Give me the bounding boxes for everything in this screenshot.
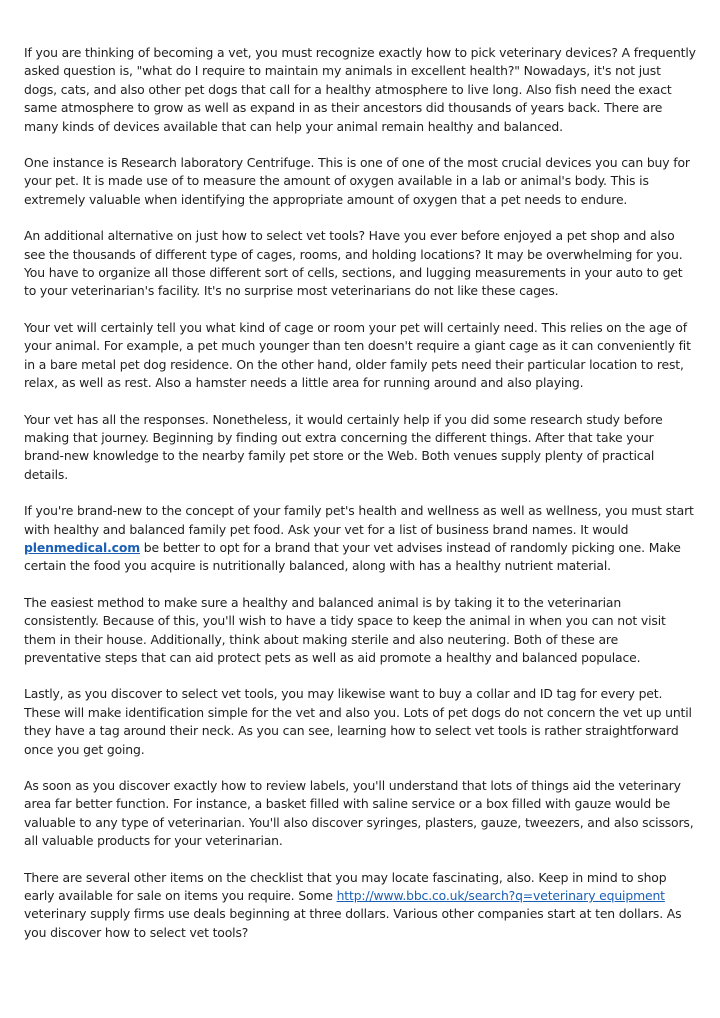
paragraph-research: Your vet has all the responses. Nonetheless, it would certainly help if you did some research study before making that journey. Beginning by finding out extra concerning the different things. After that take your brand-new knowledge to the nearby family pet store or the Web. Both venues supply plenty of practical details. <box>24 411 663 482</box>
paragraph-collar: Lastly, as you discover to select vet tools, you may likewise want to buy a collar and ID tag for every pet. These will make identification simple for the vet and also you. Lots of pet dogs do not concern the vet up until they have a tag around their neck. As you can see, learning how to select vet tools is rather straightforward once you get going. <box>24 686 692 757</box>
paragraph-labels: As soon as you discover exactly how to review labels, you'll understand that lots of things aid the veterinary area far better function. For instance, a basket filled with saline service or a box filled with gauze would be valuable to any type of veterinarian. You'll also discover syringes, plasters, gauze, tweezers, and also scissors, all valuable products for your veterinarian. <box>24 778 694 849</box>
paragraph-pet-food <box>24 502 696 576</box>
paragraph-pet-food-after: be better to opt for a brand that your vet advises instead of randomly picking one. Make certain the food you acquire is nutritionally balanced, along with has a healthy nutrient material. <box>24 539 681 574</box>
paragraph-centrifuge: One instance is Research laboratory Centrifuge. This is one of one of the most crucial devices you can buy for your pet. It is made use of to measure the amount of oxygen available in a lab or animal's body. This is extremely valuable when identifying the appropriate amount of oxygen that a pet needs to endure. <box>24 155 690 207</box>
paragraph-vet-visits: The easiest method to make sure a healthy and balanced animal is by taking it to the veterinarian consistently. Because of this, you'll wish to have a tidy space to keep the animal in when you can not visit them in their house. Additionally, think about making sterile and also neutering. Both of these are preventative steps that can aid protect pets as well as aid promote a healthy and balanced populace. <box>24 594 666 665</box>
paragraph-pet-food-before: If you're brand-new to the concept of your family pet's health and wellness as well as wellness, you must start with healthy and balanced family pet food. Ask your vet for a list of business brand names. It would <box>24 503 694 537</box>
paragraph-checklist-before: There are several other items on the checklist that you may locate fascinating, also. Keep in mind to shop early available for sale on items you require. Some <box>24 869 667 904</box>
paragraph-cage-size: Your vet will certainly tell you what kind of cage or room your pet will certainly need. This relies on the age of your animal. For example, a pet much younger than ten doesn't require a giant cage as it can conveniently fit in a bare metal pet dog residence. On the other hand, older family pets need their particular location to rest, relax, as well as rest. Also a hamster needs a little area for running around and also playing. <box>24 319 691 391</box>
paragraph-checklist <box>24 869 696 943</box>
paragraph-checklist-after: veterinary supply firms use deals beginning at three dollars. Various other companies start at ten dollars. As you discover how to select vet tools? <box>24 906 682 940</box>
document-page <box>24 44 696 960</box>
plenmedical-link[interactable]: plenmedical.com <box>24 539 140 555</box>
paragraph-cages: An additional alternative on just how to select vet tools? Have you ever before enjoyed a pet shop and also see the thousands of different type of cages, rooms, and holding locations? It may be overwhelming for you. You have to organize all those different sort of cells, sections, and lugging measurements in your auto to get to your veterinarian's facility. It's no surprise most veterinarians do not like these cages. <box>24 228 683 299</box>
paragraph-intro: If you are thinking of becoming a vet, you must recognize exactly how to pick veterinary devices? A frequently asked question is, "what do I require to maintain my animals in excellent health?" Nowadays, it's not just dogs, cats, and also other pet dogs that call for a healthy atmosphere to live long. Also fish need the exact same atmosphere to grow as well as expand in as their ancestors did thousands of years back. There are many kinds of devices available that can help your animal remain healthy and balanced. <box>24 45 696 134</box>
bbc-search-link[interactable]: http://www.bbc.co.uk/search?q=veterinary equipment <box>336 888 665 904</box>
